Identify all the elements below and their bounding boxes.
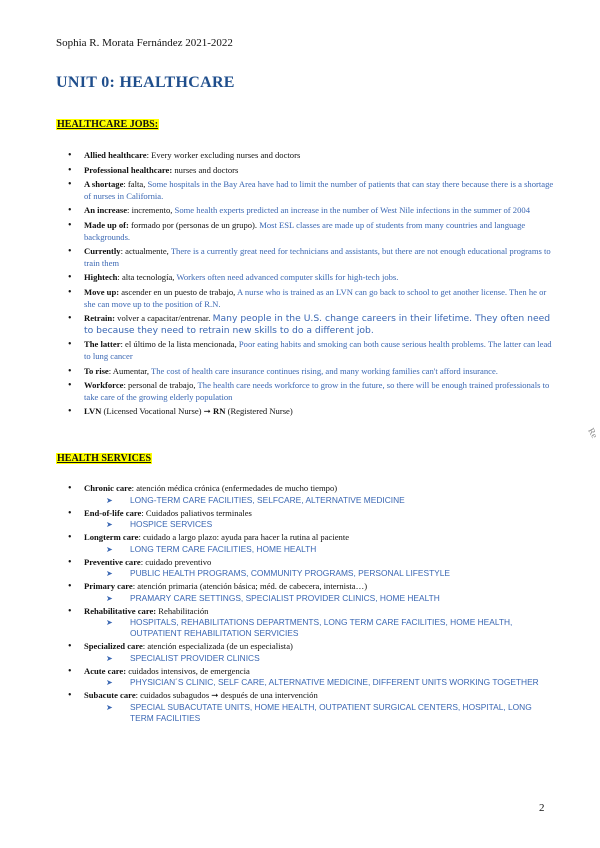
sub-item: ➤ SPECIALIST PROVIDER CLINICS <box>106 652 260 663</box>
list-item: • The latter: el último de la lista mencionada, Poor eating habits and smoking can both cause serious health problems. The latter can lead to lung cancer <box>64 339 554 362</box>
arrow-bullet-icon: ➤ <box>106 678 113 687</box>
arrow-bullet-icon: ➤ <box>106 544 113 554</box>
list-item: • Currently: actualmente, There is a currently great need for technicians and assistants, but there are not enough educational programs to train them <box>64 246 554 269</box>
edge-text: Re <box>586 426 600 440</box>
sub-item: ➤ SPECIAL SUBACUTATE UNITS, HOME HEALTH, OUTPATIENT SURGICAL CENTERS, HOSPITAL, LONG TERM FACILITIES <box>106 701 532 723</box>
arrow-bullet-icon: ➤ <box>106 618 113 627</box>
sub-item: ➤ HOSPICE SERVICES <box>106 519 213 529</box>
arrow-bullet-icon: ➤ <box>106 593 113 603</box>
sub-item: ➤ HOSPITALS, REHABILITATIONS DEPARTMENTS, LONG TERM CARE FACILITIES, HOME HEALTH, OUTPATIENT REHABILITATION SERVICIES <box>106 617 513 638</box>
sub-item: ➤ PHYSICIAN´S CLINIC, SELF CARE, ALTERNATIVE MEDICINE, DIFFERENT UNITS WORKING TOGETHER <box>106 677 539 687</box>
health-services-list <box>64 481 554 724</box>
health-services-heading: HEALTH SERVICES <box>57 453 152 464</box>
arrow-bullet-icon: ➤ <box>106 702 113 712</box>
list-item: • To rise: Aumentar, The cost of health care insurance continues rising, and many working families can't afford insurance. <box>64 366 554 378</box>
healthcare-jobs-heading: HEALTHCARE JOBS: <box>57 119 159 130</box>
arrow-bullet-icon: ➤ <box>106 653 113 663</box>
sub-item: ➤ LONG TERM CARE FACILITIES, HOME HEALTH <box>106 543 317 554</box>
arrow-bullet-icon: ➤ <box>106 495 113 505</box>
list-item: • Chronic care: atención médica crónica (enfermedades de mucho tiempo) ➤ LONG-TERM CARE FACILITIES, SELFCARE, ALTERNATIVE MEDICINE <box>64 483 554 506</box>
arrow-bullet-icon: ➤ <box>106 569 113 578</box>
list-item: • Rehabilitative care: Rehabilitación ➤ HOSPITALS, REHABILITATIONS DEPARTMENTS, LONG TERM CARE FACILITIES, HOME HEALTH, OUTPATIENT REHABILITATION SERVICIES <box>64 606 554 640</box>
sub-item: ➤ PRAMARY CARE SETTINGS, SPECIALIST PROVIDER CLINICS, HOME HEALTH <box>106 592 440 603</box>
list-item: • Acute care: cuidados intensivos, de emergencia ➤ PHYSICIAN´S CLINIC, SELF CARE, ALTERNATIVE MEDICINE, DIFFERENT UNITS WORKING TOGETHER <box>64 666 554 689</box>
list-item: • Move up: ascender en un puesto de trabajo, A nurse who is trained as an LVN can go back to school to get another license. Then he or she can move up to the position of R.N. <box>64 287 554 310</box>
list-item: • Subacute care: cuidados subagudos ➞ después de una intervención ➤ SPECIAL SUBACUTATE UNITS, HOME HEALTH, OUTPATIENT SURGICAL CENTERS, HOSPITAL, LONG TERM FACILITIES <box>64 690 554 724</box>
list-item: • A shortage: falta, Some hospitals in the Bay Area have had to limit the number of patients that can stay there because there is a shortage of nurses in California. <box>64 179 554 202</box>
list-item: • Retrain: volver a capacitar/entrenar. Many people in the U.S. change careers in their lifetime. They often need to because they need to retrain new skills to do a different job. <box>64 313 554 336</box>
unit-title: UNIT 0: HEALTHCARE <box>56 74 235 91</box>
arrow-bullet-icon: ➤ <box>106 520 113 529</box>
list-item: • Workforce: personal de trabajo, The health care needs workforce to grow in the future, so there will be enough trained professionals to take care of the growing elderly population <box>64 380 554 403</box>
list-item: • LVN (Licensed Vocational Nurse) ➞ RN (Registered Nurse) <box>64 406 554 418</box>
sub-item: ➤ PUBLIC HEALTH PROGRAMS, COMMUNITY PROGRAMS, PERSONAL LIFESTYLE <box>106 568 451 578</box>
list-item: • Hightech: alta tecnología, Workers often need advanced computer skills for high-tech jobs. <box>64 272 554 284</box>
list-item: • Specialized care: atención especializada (de un especialista) ➤ SPECIALIST PROVIDER CLINICS <box>64 641 554 664</box>
list-item: • Professional healthcare: nurses and doctors <box>64 165 554 177</box>
page-number: 2 <box>539 802 545 814</box>
sub-item: ➤ LONG-TERM CARE FACILITIES, SELFCARE, ALTERNATIVE MEDICINE <box>106 494 405 505</box>
list-item: • Allied healthcare: Every worker excluding nurses and doctors <box>64 150 554 162</box>
healthcare-jobs-list <box>64 150 554 421</box>
list-item: • Preventive care: cuidado preventivo ➤ PUBLIC HEALTH PROGRAMS, COMMUNITY PROGRAMS, PERSONAL LIFESTYLE <box>64 557 554 580</box>
list-item: • Longterm care: cuidado a largo plazo: ayuda para hacer la rutina al paciente ➤ LONG TERM CARE FACILITIES, HOME HEALTH <box>64 532 554 555</box>
page-header: Sophia R. Morata Fernández 2021-2022 <box>56 37 233 49</box>
list-item: • Primary care: atención primaria (atención básica; méd. de cabecera, internista…) ➤ PRAMARY CARE SETTINGS, SPECIALIST PROVIDER CLINICS, HOME HEALTH <box>64 581 554 604</box>
list-item: • End-of-life care: Cuidados paliativos terminales ➤ HOSPICE SERVICES <box>64 508 554 531</box>
list-item: • Made up of: formado por (personas de un grupo). Most ESL classes are made up of students from many countries and language backgrounds. <box>64 220 554 243</box>
list-item: • An increase: incremento, Some health experts predicted an increase in the number of West Nile infections in the summer of 2004 <box>64 205 554 217</box>
